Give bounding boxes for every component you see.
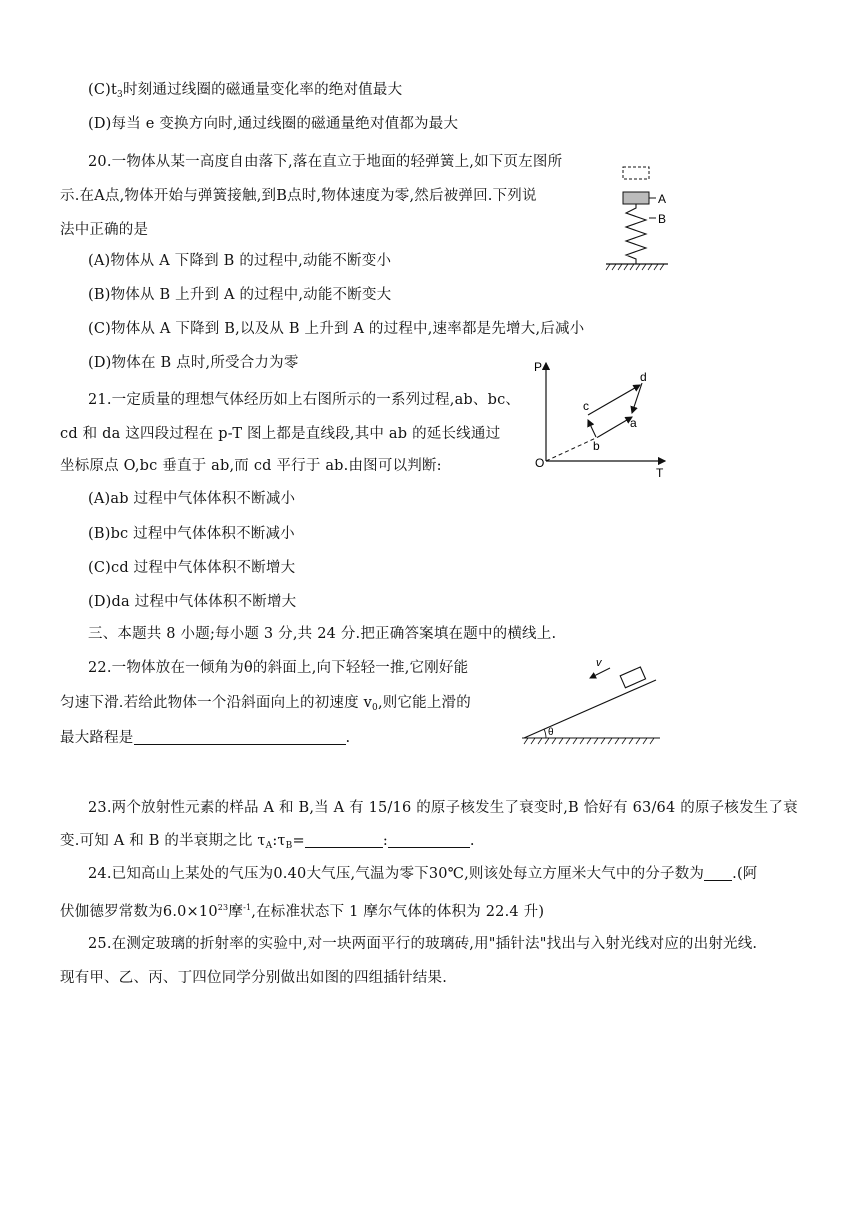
- label-a: A: [658, 192, 667, 206]
- spring-figure: [600, 160, 690, 275]
- q20-option-b: (B)物体从 B 上升到 A 的过程中,动能不断变大: [88, 287, 392, 303]
- q25-stem-line2: 现有甲、乙、丙、丁四位同学分别做出如图的四组插针结果.: [60, 970, 448, 986]
- q19-option-c: $(C)t_3$时刻通过线圈的磁通量变化率的绝对值最大: [88, 82, 403, 100]
- q20-option-a: (A)物体从 A 下降到 B 的过程中,动能不断变小: [88, 253, 392, 269]
- q22-stem-line3: 最大路程是 .: [60, 730, 351, 746]
- q21-option-d: (D)da 过程中气体体积不断增大: [88, 594, 297, 610]
- q21-option-c: (C)cd 过程中气体体积不断增大: [88, 560, 296, 576]
- origin-label: O: [535, 456, 545, 470]
- q21-stem-line3: 坐标原点 O,bc 垂直于 ab,而 cd 平行于 ab.由图可以判断:: [60, 458, 442, 474]
- point-a: a: [630, 416, 637, 430]
- point-d: d: [640, 370, 647, 384]
- q20-stem-line3: 法中正确的是: [60, 222, 149, 238]
- q23-answer-blank-2[interactable]: [388, 833, 470, 848]
- velocity-arrow: [590, 668, 610, 678]
- pt-diagram: [530, 355, 680, 485]
- q23-stem-line2: 变.可知 A 和 B 的半衰期之比 $\tau_A:\tau_B=$ : .: [60, 833, 475, 851]
- q23-answer-blank-1[interactable]: [305, 833, 383, 848]
- q20-option-c: (C)物体从 A 下降到 B,以及从 B 上升到 A 的过程中,速率都是先增大,后减小: [88, 321, 585, 337]
- point-b: b: [593, 439, 600, 453]
- q20-stem-line2: 示.在A点,物体开始与弹簧接触,到B点时,物体速度为零,然后被弹回.下列说: [60, 188, 537, 204]
- segment-ab: [598, 417, 632, 437]
- q22-stem-line2: 匀速下滑.若给此物体一个沿斜面向上的初速度 $v_0$,则它能上滑的: [60, 695, 471, 713]
- section-3-heading: 三、本题共 8 小题;每小题 3 分,共 24 分.把正确答案填在题中的横线上.: [88, 626, 557, 642]
- segment-cd: [588, 385, 640, 415]
- q21-option-b: (B)bc 过程中气体体积不断减小: [88, 526, 295, 542]
- ground-hatch: [606, 264, 664, 270]
- q21-stem-line1: 21.一定质量的理想气体经历如上右图所示的一系列过程,ab、bc、: [88, 392, 521, 408]
- ab-extension: [546, 437, 598, 461]
- spring-coil: [626, 204, 646, 264]
- segment-da: [632, 383, 642, 413]
- q22-answer-blank[interactable]: [134, 730, 346, 745]
- q22-stem-line1: 22.一物体放在一倾角为θ的斜面上,向下轻轻一推,它刚好能: [88, 660, 469, 676]
- q24-answer-blank[interactable]: [704, 866, 732, 881]
- velocity-label: v: [596, 657, 602, 669]
- q24-stem-line2: 伏伽德罗常数为$6.0\times 10^{23}$摩$^{-1}$,在标准状态下 1 摩尔气体的体积为 22.4 升): [60, 903, 545, 920]
- q24-stem-line1: 24.已知高山上某处的气压为0.40大气压,气温为零下30℃,则该处每立方厘米大气中的分子数为 .(阿: [88, 866, 758, 882]
- segment-bc: [588, 420, 596, 437]
- q21-option-a: (A)ab 过程中气体体积不断减小: [88, 491, 296, 507]
- theta-label: θ: [548, 727, 554, 738]
- q19-option-d: (D)每当 e 变换方向时,通过线圈的磁通量绝对值都为最大: [88, 116, 459, 132]
- theta-arc: [544, 729, 546, 738]
- incline-block: [620, 667, 645, 688]
- q20-option-d: (D)物体在 B 点时,所受合力为零: [88, 355, 299, 371]
- t-axis-label: T: [656, 466, 664, 480]
- point-c: c: [583, 399, 589, 413]
- label-b: B: [658, 212, 667, 226]
- q25-stem-line1: 25.在测定玻璃的折射率的实验中,对一块两面平行的玻璃砖,用"插针法"找出与入射光线对应的出射光线.: [88, 936, 758, 952]
- incline-figure: [518, 652, 668, 752]
- p-axis-label: P: [534, 360, 543, 374]
- q21-stem-line2: cd 和 da 这四段过程在 p-T 图上都是直线段,其中 ab 的延长线通过: [60, 426, 501, 442]
- q23-stem-line1: 23.两个放射性元素的样品 A 和 B,当 A 有 15/16 的原子核发生了衰变时,B 恰好有 63/64 的原子核发生了衰: [88, 800, 798, 816]
- q20-stem-line1: 20.一物体从某一高度自由落下,落在直立于地面的轻弹簧上,如下页左图所: [88, 154, 563, 170]
- spring-block: [623, 192, 649, 204]
